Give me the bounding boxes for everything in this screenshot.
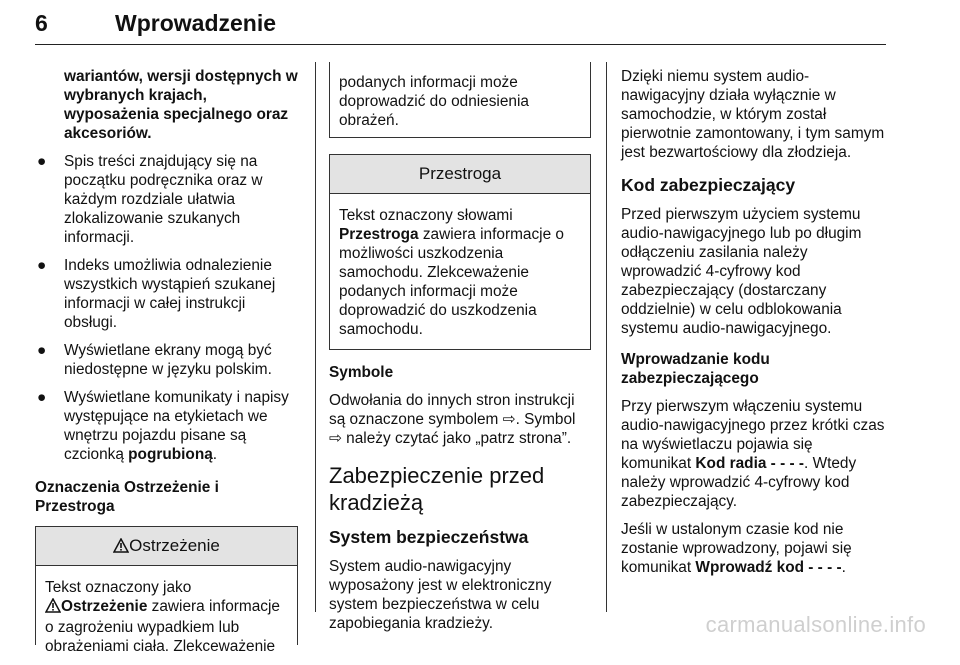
page-title: Wprowadzenie [115,10,277,36]
code-entry-paragraph: Przy pierwszym włączeniu systemu audio-nawigacyjnego przez krótki czas na wyświetlaczu pojawia się komunikat Kod radia - - - -. Wtedy należy wprowadzić 4-cyfrowy kod zabezpieczający. [621,398,885,510]
arrow-right-icon: ⇨ [502,411,516,428]
subsection-title-code: Kod zabezpieczający [621,175,796,195]
bullet-icon: ● [37,342,47,359]
caution-box [329,154,591,350]
column-divider-1 [315,62,316,612]
header-rule [35,44,886,45]
list-item: ● Wyświetlane komunikaty i napisy występujące na etykietach we wnętrzu pojazdu pisane są czcionką pogrubioną. [37,389,289,463]
section-title-theft: Zabezpieczenie przed kradzieżą [329,463,545,515]
caution-box-title: Przestroga [330,155,590,194]
list-item: ● Wyświetlane ekrany mogą być niedostępne w języku polskim. [37,342,272,378]
page-number: 6 [35,10,48,36]
list-item: ● Spis treści znajdujący się na początku podręcznika oraz w każdym rozdziale ułatwia zlokalizowanie szukanych informacji. [37,153,263,246]
column-3 [621,67,886,586]
section-heading: Oznaczenia Ostrzeżenie i Przestroga [35,479,219,515]
bullet-icon: ● [37,257,47,274]
code-entry-heading: Wprowadzanie kodu zabezpieczającego [621,351,770,387]
bullet-icon: ● [37,153,47,170]
arrow-right-icon: ⇨ [329,430,342,447]
warning-box-title: Ostrzeżenie [36,527,297,566]
bullet-icon: ● [37,389,47,406]
subsection-title-security: System bezpieczeństwa [329,527,529,547]
warning-box-body: Tekst oznaczony jako Ostrzeżenie zawiera informacje o zagrożeniu wypadkiem lub obrażeniami ciała. Zlekceważenie [45,579,280,655]
watermark: carmanualsonline.info [705,612,926,637]
list-item: ● Indeks umożliwia odnalezienie wszystkich wystąpień szukanej informacji w całej instrukcji obsługi. [37,257,276,331]
column-divider-2 [606,62,607,612]
column-2 [329,62,591,642]
code-timeout-paragraph: Jeśli w ustalonym czasie kod nie zostanie wprowadzony, pojawi się komunikat Wprowadź kod - - - -. [621,521,852,576]
column-1 [35,67,300,655]
warning-triangle-icon [45,598,61,618]
lead-paragraph: wariantów, wersji dostępnych w wybranych krajach, wyposażenia specjalnego oraz akcesoriów. [64,68,298,142]
bullet-list [35,152,300,464]
warning-box [35,526,298,655]
symbols-heading: Symbole [329,364,394,381]
security-paragraph: System audio-nawigacyjny wyposażony jest w elektroniczny system bezpieczeństwa w celu zapobiegania kradzieży. [329,558,552,632]
symbols-paragraph: Odwołania do innych stron instrukcji są oznaczone symbolem ⇨. Symbol ⇨ należy czytać jako „patrz strona”. [329,392,576,447]
caution-continued-box: podanych informacji może doprowadzić do odniesienia obrażeń. [329,62,591,138]
warning-triangle-icon [113,529,129,567]
caution-box-body: Tekst oznaczony słowami Przestroga zawiera informacje o możliwości uszkodzenia samochodu. Zlekceważenie podanych informacji może doprowadzić do uszkodzenia samochodu. [339,207,564,338]
intro-paragraph: Dzięki niemu system audio-nawigacyjny działa wyłącznie w samochodzie, w którym został pierwotnie zamontowany, i tym samym jest bezwartościowy dla złodzieja. [621,68,885,161]
code-paragraph: Przed pierwszym użyciem systemu audio-nawigacyjnego lub po długim odłączeniu zasilania należy wprowadzić 4-cyfrowy kod zabezpieczający (dostarczany oddzielnie) w celu odblokowania systemu audio-nawigacyjnego. [621,206,862,337]
